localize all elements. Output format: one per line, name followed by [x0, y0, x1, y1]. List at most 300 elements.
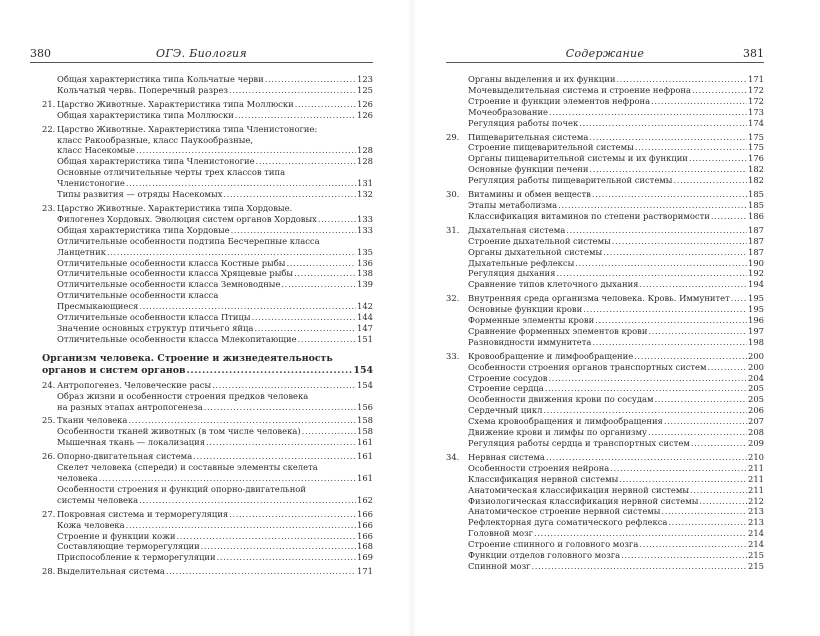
entry-page-number: 214	[748, 539, 764, 550]
toc-entry[interactable]	[446, 74, 764, 85]
entry-title-line: Особенности движения крови по сосудам	[468, 394, 654, 405]
toc-entry[interactable]	[446, 225, 764, 236]
entry-page-number: 200	[748, 350, 764, 361]
toc-entry[interactable]	[446, 247, 764, 258]
toc-entry[interactable]	[30, 167, 373, 189]
dot-leader	[532, 561, 747, 572]
toc-entry[interactable]	[30, 290, 373, 312]
entry-title-line: Антропогенез. Человеческие расы	[57, 379, 212, 390]
entry-page-number: 169	[357, 552, 373, 563]
entry-title-line: Мышечная ткань — локализация	[57, 437, 206, 448]
dot-leader	[206, 437, 356, 448]
toc-entry[interactable]	[30, 85, 373, 96]
chapter-number: 24.	[42, 379, 56, 390]
entry-title-line: Выделительная система	[57, 566, 165, 577]
dot-leader	[661, 506, 747, 517]
chapter-number: 33.	[446, 350, 460, 361]
entry-page-number: 205	[748, 383, 764, 394]
dot-leader	[534, 528, 747, 539]
toc-entry[interactable]	[446, 362, 764, 373]
toc-entry[interactable]	[446, 200, 764, 211]
dot-leader	[592, 337, 747, 348]
running-head	[30, 46, 373, 63]
entry-page-number: 198	[748, 336, 764, 347]
entry-page-number: 190	[748, 257, 764, 268]
dot-leader	[126, 520, 356, 531]
entry-title-line: Внутренняя среда организма человека. Кровь. Иммунитет	[468, 293, 730, 304]
table-of-contents	[446, 74, 764, 572]
entry-page-number: 158	[357, 415, 373, 426]
dot-leader	[286, 258, 356, 269]
entry-page-number: 187	[748, 224, 764, 235]
dot-leader	[635, 142, 747, 153]
entry-title-line: Царство Животные. Характеристика типа Хордовые.	[57, 202, 293, 213]
toc-entry[interactable]	[446, 118, 764, 129]
entry-title-line: Пресмыкающиеся	[57, 301, 139, 312]
entry-page-number: 128	[357, 156, 373, 167]
entry-title-line: Мочевыделительная система и строение нефрона	[468, 84, 692, 95]
entry-title-line: Основные отличительные черты трех классов типа	[57, 167, 286, 178]
entry-page-number: 182	[748, 175, 764, 186]
dot-leader	[612, 236, 747, 247]
dot-leader	[128, 415, 356, 426]
entry-title-line: Составляющие терморегуляции	[57, 541, 200, 552]
toc-entry[interactable]	[30, 380, 373, 391]
entry-page-number: 196	[748, 315, 764, 326]
entry-title-line: Органы дыхательной системы	[468, 246, 603, 257]
entry-title-line: Филогенез Хордовых. Эволюция систем органов Хордовых	[57, 213, 317, 224]
entry-page-number: 172	[748, 95, 764, 106]
entry-title-line: Особенности тканей животных (в том числе человека)	[57, 426, 301, 437]
toc-part-heading[interactable]	[30, 353, 373, 377]
dot-leader	[223, 189, 356, 200]
entry-page-number: 171	[357, 566, 373, 577]
entry-page-number: 126	[357, 109, 373, 120]
entry-page-number: 194	[748, 279, 764, 290]
toc-entry[interactable]	[446, 427, 764, 438]
entry-page-number: 211	[748, 462, 764, 473]
entry-page-number: 192	[748, 268, 764, 279]
toc-entry[interactable]	[30, 437, 373, 448]
entry-title-line: Отличительные особенности класса Хрящевые рыбы	[57, 268, 294, 279]
entry-title-line: Отличительные особенности класса	[57, 290, 219, 301]
chapter-number: 25.	[42, 415, 56, 426]
dot-leader	[558, 200, 747, 211]
entry-page-number: 139	[357, 279, 373, 290]
toc-entry[interactable]	[446, 373, 764, 384]
dot-leader	[166, 566, 356, 577]
dot-leader	[543, 405, 747, 416]
dot-leader	[648, 427, 747, 438]
entry-title-line: Сравнение типов клеточного дыхания	[468, 279, 639, 290]
entry-page-number: 132	[357, 189, 373, 200]
chapter-number: 22.	[42, 123, 56, 134]
toc-entry[interactable]	[446, 236, 764, 247]
dot-leader	[711, 211, 747, 222]
entry-page-number: 154	[353, 364, 373, 376]
left-page	[30, 0, 373, 636]
toc-entry[interactable]	[446, 528, 764, 539]
entry-page-number: 208	[748, 427, 764, 438]
chapter-number: 34.	[446, 451, 460, 462]
dot-leader	[229, 509, 356, 520]
entry-page-number: 212	[748, 495, 764, 506]
entry-page-number: 147	[357, 322, 373, 333]
entry-title-line: Отличительные особенности класса Млекопитающие	[57, 333, 297, 344]
toc-entry[interactable]	[30, 541, 373, 552]
dot-leader	[692, 85, 747, 96]
entry-title-line: Строение дыхательной системы	[468, 235, 611, 246]
entry-title-line: Царство Животные. Характеристика типа Членистоногие:	[57, 123, 318, 134]
toc-entry[interactable]	[446, 107, 764, 118]
entry-title-line: Отличительные особенности подтипа Бесчерепные класса	[57, 235, 320, 246]
dot-leader	[664, 416, 747, 427]
entry-page-number: 126	[357, 98, 373, 109]
toc-entry[interactable]	[446, 539, 764, 550]
entry-title-line: Общая характеристика типа Хордовые	[57, 224, 230, 235]
toc-entry[interactable]	[446, 268, 764, 279]
running-title: Содержание	[565, 47, 645, 60]
dot-leader	[689, 153, 747, 164]
entry-page-number: 166	[357, 519, 373, 530]
entry-page-number: 173	[748, 106, 764, 117]
chapter-number: 21.	[42, 98, 56, 109]
entry-page-number: 206	[748, 405, 764, 416]
toc-entry[interactable]	[30, 509, 373, 520]
toc-entry[interactable]	[446, 394, 764, 405]
entry-title-line: Органы выделения и их функции	[468, 74, 616, 84]
entry-title-line: Общая характеристика типа Кольчатые черви	[57, 74, 264, 84]
toc-entry[interactable]	[30, 312, 373, 323]
toc-entry[interactable]	[446, 326, 764, 337]
toc-entry[interactable]	[30, 552, 373, 563]
entry-title-line: Кожа человека	[57, 519, 125, 530]
entry-page-number: 204	[748, 372, 764, 383]
entry-title-line: человека	[57, 473, 98, 483]
toc-entry[interactable]	[30, 74, 373, 85]
toc-entry[interactable]	[30, 415, 373, 426]
toc-entry[interactable]	[446, 517, 764, 528]
entry-title-line: Образ жизни и особенности строения предков человека	[57, 390, 309, 401]
entry-page-number: 133	[357, 224, 373, 235]
dot-leader	[610, 463, 747, 474]
entry-page-number: 200	[748, 361, 764, 372]
entry-title-line: Особенности строения и функций опорно-двигательной	[57, 483, 306, 494]
entry-page-number: 195	[748, 304, 764, 315]
toc-entry[interactable]	[446, 315, 764, 326]
dot-leader	[187, 365, 353, 377]
entry-title-line: Разновидности иммунитета	[468, 336, 592, 347]
chapter-number: 23.	[42, 202, 56, 213]
dot-leader	[616, 74, 747, 85]
entry-page-number: 151	[357, 333, 373, 344]
dot-leader	[302, 426, 356, 437]
entry-title-line: Отличительные особенности класса Птицы	[57, 312, 251, 323]
entry-page-number: 205	[748, 394, 764, 405]
dot-leader	[708, 362, 747, 373]
entry-page-number: 215	[748, 550, 764, 561]
toc-entry[interactable]	[446, 416, 764, 427]
entry-page-number: 123	[357, 74, 373, 84]
entry-page-number: 128	[357, 145, 373, 156]
entry-page-number: 136	[357, 257, 373, 268]
table-of-contents	[30, 74, 373, 577]
toc-entry[interactable]	[446, 132, 764, 143]
toc-entry[interactable]	[446, 383, 764, 394]
entry-page-number: 144	[357, 312, 373, 323]
dot-leader	[136, 145, 356, 156]
dot-leader	[579, 118, 747, 129]
entry-title-line: Общая характеристика типа Членистоногие	[57, 156, 255, 167]
entry-page-number: 171	[748, 74, 764, 84]
entry-page-number: 175	[748, 131, 764, 142]
entry-page-number: 186	[748, 210, 764, 221]
dot-leader	[229, 85, 356, 96]
entry-title-line: Функции отделов головного мозга	[468, 550, 621, 561]
toc-entry[interactable]	[446, 211, 764, 222]
toc-entry[interactable]	[30, 566, 373, 577]
entry-title-line: Рефлекторная дуга соматического рефлекса	[468, 517, 668, 528]
toc-entry[interactable]	[30, 462, 373, 484]
entry-page-number: 185	[748, 189, 764, 200]
dot-leader	[231, 225, 356, 236]
entry-title-line: на разных этапах антропогенеза	[57, 401, 203, 412]
toc-entry[interactable]	[446, 485, 764, 496]
dot-leader	[265, 74, 356, 85]
entry-title-line: Сравнение форменных элементов крови	[468, 325, 648, 336]
dot-leader	[639, 539, 747, 550]
dot-leader	[639, 279, 747, 290]
entry-page-number: 166	[357, 508, 373, 519]
entry-title-line: Типы развития — отряды Насекомых	[57, 189, 223, 200]
entry-page-number: 187	[748, 235, 764, 246]
entry-title-line: Организм человека. Строение и жизнедеятельность	[42, 352, 333, 364]
toc-entry[interactable]	[446, 496, 764, 507]
entry-title-line: Кольчатый червь. Поперечный разрез	[57, 84, 228, 95]
dot-leader	[583, 304, 747, 315]
dot-leader	[655, 394, 748, 405]
toc-entry[interactable]	[446, 164, 764, 175]
toc-entry[interactable]	[446, 452, 764, 463]
entry-page-number: 162	[357, 494, 373, 505]
chapter-number: 31.	[446, 224, 460, 235]
entry-title-line: класс Насекомые	[57, 145, 135, 156]
dot-leader	[556, 268, 747, 279]
dot-leader	[217, 552, 356, 563]
toc-entry[interactable]	[446, 153, 764, 164]
dot-leader	[621, 550, 747, 561]
entry-page-number: 172	[748, 84, 764, 95]
toc-entry[interactable]	[30, 334, 373, 345]
entry-title-line: Строение пищеварительной системы	[468, 142, 634, 153]
entry-title-line: Ланцетник	[57, 246, 106, 257]
entry-title-line: Кровообращение и лимфообращение	[468, 350, 634, 361]
toc-entry[interactable]	[446, 258, 764, 269]
entry-title-line: Основные функции печени	[468, 164, 589, 175]
toc-entry[interactable]	[30, 99, 373, 110]
entry-title-line: Органы пищеварительной системы и их функции	[468, 153, 688, 164]
toc-entry[interactable]	[446, 304, 764, 315]
dot-leader	[212, 380, 356, 391]
entry-title-line: Отличительные особенности класса Земноводные	[57, 279, 281, 290]
toc-entry[interactable]	[30, 279, 373, 290]
dot-leader	[298, 334, 356, 345]
toc-entry[interactable]	[446, 189, 764, 200]
toc-entry[interactable]	[30, 236, 373, 258]
entry-title-line: Приспособление к терморегуляции	[57, 552, 216, 563]
entry-page-number: 187	[748, 246, 764, 257]
toc-entry[interactable]	[30, 520, 373, 531]
entry-title-line: Общая характеристика типа Моллюски	[57, 109, 234, 120]
entry-page-number: 213	[748, 506, 764, 517]
entry-title-line: Витамины и обмен веществ	[468, 189, 591, 200]
dot-leader	[619, 474, 747, 485]
entry-page-number: 211	[748, 484, 764, 495]
entry-title-line: Схема кровообращения и лимфообращения	[468, 416, 663, 427]
entry-page-number: 156	[357, 401, 373, 412]
entry-title-line: Строение сосудов	[468, 372, 548, 383]
entry-page-number: 197	[748, 325, 764, 336]
chapter-number: 28.	[42, 566, 56, 577]
entry-title-line: Регуляция работы сердца и транспортных систем	[468, 438, 690, 448]
toc-entry[interactable]	[30, 203, 373, 225]
entry-title-line: Регуляция работы пищеварительной системы	[468, 175, 673, 186]
entry-page-number: 210	[748, 451, 764, 462]
toc-entry[interactable]	[446, 96, 764, 107]
dot-leader	[634, 351, 747, 362]
entry-title-line: органов и систем органов	[42, 364, 186, 376]
toc-entry[interactable]	[446, 463, 764, 474]
entry-page-number: 138	[357, 268, 373, 279]
toc-entry[interactable]	[30, 323, 373, 334]
entry-title-line: Анатомическая классификация нервной системы	[468, 484, 690, 495]
entry-page-number: 135	[357, 246, 373, 257]
toc-entry[interactable]	[446, 293, 764, 304]
toc-entry[interactable]	[446, 142, 764, 153]
right-page	[446, 0, 764, 636]
running-head	[446, 46, 764, 63]
dot-leader	[691, 438, 747, 449]
dot-leader	[204, 402, 356, 413]
dot-leader	[595, 315, 747, 326]
entry-title-line: Дыхательная система	[468, 224, 566, 235]
entry-title-line: Основные функции крови	[468, 304, 583, 315]
entry-title-line: Спинной мозг	[468, 560, 531, 571]
page-number: 380	[30, 47, 51, 60]
dot-leader	[281, 279, 356, 290]
entry-page-number: 158	[357, 426, 373, 437]
toc-entry[interactable]	[30, 531, 373, 542]
entry-title-line: Движение крови и лимфы по организму	[468, 427, 647, 438]
toc-entry[interactable]	[446, 405, 764, 416]
toc-entry[interactable]	[446, 175, 764, 186]
dot-leader	[201, 541, 356, 552]
dot-leader	[549, 107, 747, 118]
toc-entry[interactable]	[446, 550, 764, 561]
dot-leader	[673, 175, 747, 186]
dot-leader	[318, 214, 356, 225]
entry-page-number: 213	[748, 517, 764, 528]
dot-leader	[699, 496, 747, 507]
entry-page-number: 133	[357, 213, 373, 224]
dot-leader	[731, 293, 747, 304]
toc-entry[interactable]	[446, 474, 764, 485]
entry-title-line: класс Ракообразные, класс Паукообразные,	[57, 134, 253, 145]
dot-leader	[589, 132, 747, 143]
dot-leader	[690, 485, 747, 496]
entry-page-number: 168	[357, 541, 373, 552]
entry-page-number: 131	[357, 178, 373, 189]
entry-title-line: Отличительные особенности класса Костные рыбы	[57, 257, 286, 268]
entry-page-number: 185	[748, 199, 764, 210]
toc-entry[interactable]	[446, 438, 764, 449]
toc-entry[interactable]	[30, 258, 373, 269]
entry-title-line: системы человека	[57, 494, 139, 505]
entry-page-number: 142	[357, 301, 373, 312]
toc-entry[interactable]	[30, 268, 373, 279]
dot-leader	[139, 301, 356, 312]
entry-page-number: 174	[748, 117, 764, 128]
entry-page-number: 207	[748, 416, 764, 427]
toc-entry[interactable]	[30, 189, 373, 200]
entry-title-line: Регуляция дыхания	[468, 268, 556, 279]
dot-leader	[548, 373, 747, 384]
toc-entry[interactable]	[30, 484, 373, 506]
toc-entry[interactable]	[30, 225, 373, 236]
entry-title-line: Покровная система и терморегуляция	[57, 508, 229, 519]
entry-page-number: 209	[748, 438, 764, 448]
entry-title-line: Ткани человека	[57, 415, 128, 426]
entry-title-line: Строение спинного и головного мозга	[468, 539, 639, 550]
toc-entry[interactable]	[30, 110, 373, 121]
entry-title-line: Строение сердца	[468, 383, 544, 394]
toc-entry[interactable]	[30, 451, 373, 462]
entry-page-number: 161	[357, 473, 373, 483]
chapter-number: 32.	[446, 293, 460, 304]
toc-entry[interactable]	[446, 85, 764, 96]
entry-page-number: 175	[748, 142, 764, 153]
entry-title-line: Дыхательные рефлексы	[468, 257, 575, 268]
toc-entry[interactable]	[30, 391, 373, 413]
dot-leader	[193, 451, 356, 462]
toc-entry[interactable]	[30, 124, 373, 157]
dot-leader	[107, 247, 356, 258]
dot-leader	[177, 531, 356, 542]
entry-title-line: Строение и функции кожи	[57, 530, 176, 541]
toc-entry[interactable]	[30, 426, 373, 437]
chapter-number: 30.	[446, 189, 460, 200]
toc-entry[interactable]	[30, 156, 373, 167]
entry-page-number: 161	[357, 451, 373, 462]
entry-title-line: Опорно-двигательная система	[57, 451, 193, 462]
toc-entry[interactable]	[446, 506, 764, 517]
toc-entry[interactable]	[446, 561, 764, 572]
entry-title-line: Этапы метаболизма	[468, 199, 558, 210]
dot-leader	[589, 164, 747, 175]
dot-leader	[592, 189, 747, 200]
entry-title-line: Царство Животные. Характеристика типа Моллюски	[57, 98, 294, 109]
chapter-number: 27.	[42, 508, 56, 519]
entry-title-line: Строение и функции элементов нефрона	[468, 95, 651, 106]
toc-entry[interactable]	[446, 337, 764, 348]
toc-entry[interactable]	[446, 351, 764, 362]
entry-title-line: Регуляция работы почек	[468, 117, 579, 128]
entry-page-number: 214	[748, 528, 764, 539]
running-title: ОГЭ. Биология	[156, 47, 247, 60]
entry-page-number: 161	[357, 437, 373, 448]
dot-leader	[256, 156, 356, 167]
toc-entry[interactable]	[446, 279, 764, 290]
